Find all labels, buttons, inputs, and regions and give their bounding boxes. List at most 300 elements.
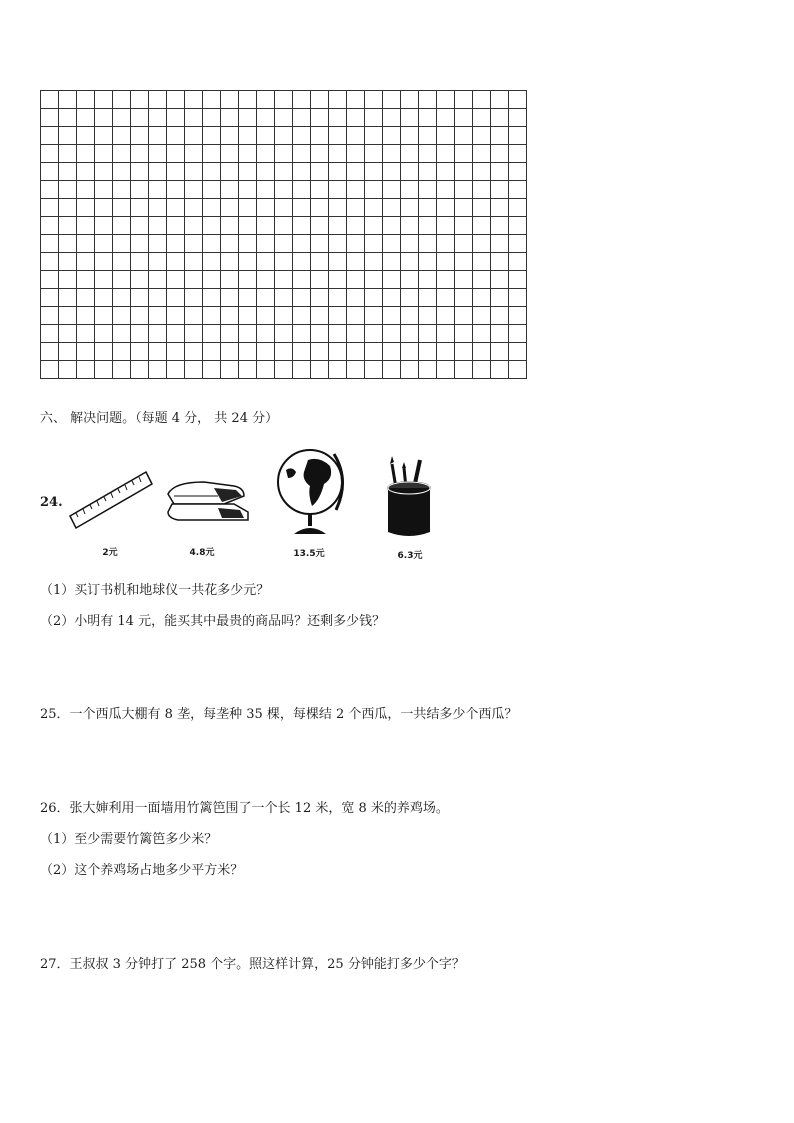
grid-cell: [95, 307, 113, 325]
grid-cell: [455, 235, 473, 253]
grid-cell: [59, 325, 77, 343]
grid-cell: [41, 307, 59, 325]
grid-cell: [59, 271, 77, 289]
grid-cell: [275, 217, 293, 235]
grid-cell: [185, 163, 203, 181]
grid-cell: [77, 163, 95, 181]
grid-cell: [311, 145, 329, 163]
grid-cell: [275, 145, 293, 163]
grid-cell: [347, 145, 365, 163]
grid-cell: [77, 199, 95, 217]
grid-cell: [491, 253, 509, 271]
grid-cell: [401, 127, 419, 145]
pen-holder-icon: [382, 456, 438, 542]
grid-cell: [185, 145, 203, 163]
grid-cell: [221, 343, 239, 361]
grid-cell: [131, 271, 149, 289]
grid-cell: [131, 217, 149, 235]
grid-row: [41, 235, 527, 253]
grid-cell: [95, 289, 113, 307]
grid-cell: [293, 361, 311, 379]
grid-cell: [509, 109, 527, 127]
grid-cell: [437, 91, 455, 109]
grid-cell: [293, 271, 311, 289]
grid-cell: [131, 253, 149, 271]
grid-cell: [167, 343, 185, 361]
grid-cell: [41, 181, 59, 199]
grid-cell: [455, 253, 473, 271]
grid-cell: [203, 343, 221, 361]
grid-cell: [473, 325, 491, 343]
grid-cell: [455, 271, 473, 289]
q27-text: 27．王叔叔 3 分钟打了 258 个字。照这样计算，25 分钟能打多少个字？: [40, 957, 465, 972]
grid-cell: [167, 109, 185, 127]
grid-cell: [185, 109, 203, 127]
grid-cell: [329, 343, 347, 361]
grid-cell: [221, 109, 239, 127]
grid-cell: [419, 109, 437, 127]
grid-cell: [455, 199, 473, 217]
grid-cell: [221, 217, 239, 235]
grid-cell: [275, 289, 293, 307]
grid-cell: [239, 91, 257, 109]
grid-cell: [455, 145, 473, 163]
grid-cell: [113, 307, 131, 325]
grid-cell: [437, 163, 455, 181]
grid-cell: [509, 325, 527, 343]
grid-cell: [437, 271, 455, 289]
grid-cell: [419, 361, 437, 379]
grid-cell: [311, 199, 329, 217]
grid-cell: [221, 325, 239, 343]
grid-cell: [365, 253, 383, 271]
grid-cell: [257, 235, 275, 253]
grid-cell: [185, 217, 203, 235]
grid-cell: [437, 361, 455, 379]
grid-cell: [419, 343, 437, 361]
grid-cell: [59, 253, 77, 271]
grid-cell: [59, 181, 77, 199]
grid-cell: [77, 361, 95, 379]
grid-cell: [41, 199, 59, 217]
grid-cell: [383, 163, 401, 181]
grid-cell: [455, 127, 473, 145]
grid-cell: [365, 163, 383, 181]
grid-row: [41, 253, 527, 271]
grid-cell: [95, 109, 113, 127]
grid-cell: [275, 235, 293, 253]
grid-row: [41, 307, 527, 325]
grid-cell: [185, 307, 203, 325]
grid-cell: [455, 91, 473, 109]
grid-cell: [131, 163, 149, 181]
grid-cell: [437, 199, 455, 217]
grid-cell: [329, 271, 347, 289]
grid-cell: [491, 325, 509, 343]
grid-cell: [185, 253, 203, 271]
grid-cell: [167, 235, 185, 253]
grid-cell: [221, 163, 239, 181]
grid-cell: [275, 307, 293, 325]
grid-cell: [131, 307, 149, 325]
grid-cell: [383, 181, 401, 199]
grid-cell: [365, 109, 383, 127]
grid-cell: [257, 253, 275, 271]
grid-cell: [149, 343, 167, 361]
grid-cell: [257, 361, 275, 379]
grid-cell: [113, 109, 131, 127]
grid-row: [41, 325, 527, 343]
grid-cell: [149, 325, 167, 343]
grid-cell: [509, 271, 527, 289]
grid-cell: [311, 181, 329, 199]
grid-cell: [239, 163, 257, 181]
grid-cell: [437, 235, 455, 253]
grid-cell: [149, 253, 167, 271]
grid-cell: [401, 199, 419, 217]
grid-cell: [275, 127, 293, 145]
grid-cell: [185, 343, 203, 361]
grid-cell: [131, 199, 149, 217]
grid-cell: [311, 235, 329, 253]
grid-cell: [365, 235, 383, 253]
grid-cell: [239, 343, 257, 361]
grid-cell: [77, 307, 95, 325]
grid-cell: [41, 235, 59, 253]
grid-cell: [419, 235, 437, 253]
grid-cell: [221, 235, 239, 253]
q24-sub2: （2）小明有 14 元，能买其中最贵的商品吗？还剩多少钱？: [40, 614, 386, 629]
grid-cell: [59, 91, 77, 109]
grid-cell: [41, 289, 59, 307]
grid-cell: [131, 361, 149, 379]
grid-cell: [167, 91, 185, 109]
grid-cell: [41, 271, 59, 289]
grid-cell: [491, 181, 509, 199]
grid-cell: [113, 181, 131, 199]
grid-cell: [383, 127, 401, 145]
grid-cell: [311, 361, 329, 379]
grid-cell: [239, 109, 257, 127]
grid-row: [41, 109, 527, 127]
grid-cell: [383, 289, 401, 307]
grid-cell: [311, 307, 329, 325]
grid-cell: [329, 91, 347, 109]
grid-cell: [257, 217, 275, 235]
grid-cell: [401, 325, 419, 343]
grid-cell: [473, 91, 491, 109]
grid-cell: [149, 289, 167, 307]
grid-cell: [365, 181, 383, 199]
grid-cell: [293, 307, 311, 325]
q25-text: 25．一个西瓜大棚有 8 垄，每垄种 35 棵，每棵结 2 个西瓜，一共结多少个西瓜？: [40, 707, 518, 722]
grid-cell: [95, 325, 113, 343]
grid-cell: [455, 163, 473, 181]
grid-cell: [329, 325, 347, 343]
grid-cell: [131, 343, 149, 361]
grid-cell: [401, 91, 419, 109]
grid-cell: [275, 361, 293, 379]
grid-cell: [491, 109, 509, 127]
grid-cell: [77, 289, 95, 307]
grid-cell: [239, 307, 257, 325]
grid-cell: [203, 127, 221, 145]
grid-cell: [113, 253, 131, 271]
grid-cell: [419, 289, 437, 307]
grid-cell: [419, 199, 437, 217]
grid-cell: [131, 91, 149, 109]
grid-cell: [329, 253, 347, 271]
grid-cell: [113, 163, 131, 181]
grid-cell: [383, 253, 401, 271]
grid-cell: [185, 361, 203, 379]
grid-cell: [239, 145, 257, 163]
grid-cell: [509, 289, 527, 307]
grid-cell: [239, 361, 257, 379]
grid-cell: [41, 253, 59, 271]
grid-cell: [221, 181, 239, 199]
grid-cell: [275, 343, 293, 361]
grid-cell: [509, 199, 527, 217]
grid-cell: [149, 91, 167, 109]
grid-cell: [59, 199, 77, 217]
grid-row: [41, 145, 527, 163]
grid-cell: [203, 109, 221, 127]
stapler-icon: [164, 474, 252, 530]
grid-cell: [329, 199, 347, 217]
grid-cell: [113, 325, 131, 343]
grid-cell: [509, 235, 527, 253]
grid-cell: [383, 361, 401, 379]
grid-cell: [437, 343, 455, 361]
grid-cell: [419, 271, 437, 289]
grid-cell: [365, 91, 383, 109]
grid-cell: [419, 91, 437, 109]
grid-cell: [491, 127, 509, 145]
grid-cell: [77, 127, 95, 145]
grid-cell: [257, 91, 275, 109]
grid-cell: [509, 181, 527, 199]
grid-cell: [77, 235, 95, 253]
grid-cell: [41, 217, 59, 235]
grid-cell: [149, 109, 167, 127]
grid-cell: [77, 91, 95, 109]
grid-cell: [239, 271, 257, 289]
grid-cell: [419, 145, 437, 163]
stapler-price: 4.8元: [189, 548, 215, 558]
grid-cell: [221, 199, 239, 217]
grid-cell: [59, 235, 77, 253]
grid-cell: [455, 325, 473, 343]
grid-cell: [95, 271, 113, 289]
grid-cell: [473, 217, 491, 235]
grid-cell: [77, 253, 95, 271]
grid-cell: [113, 217, 131, 235]
grid-cell: [275, 271, 293, 289]
grid-cell: [95, 217, 113, 235]
grid-cell: [383, 91, 401, 109]
grid-cell: [257, 181, 275, 199]
grid-cell: [455, 361, 473, 379]
ruler-price: 2元: [102, 548, 118, 558]
grid-cell: [95, 163, 113, 181]
grid-cell: [401, 145, 419, 163]
grid-cell: [221, 253, 239, 271]
grid-cell: [437, 127, 455, 145]
grid-cell: [131, 289, 149, 307]
grid-cell: [293, 289, 311, 307]
grid-cell: [221, 361, 239, 379]
grid-cell: [383, 199, 401, 217]
grid-cell: [311, 91, 329, 109]
grid-cell: [491, 91, 509, 109]
grid-cell: [95, 181, 113, 199]
grid-cell: [203, 199, 221, 217]
grid-cell: [203, 145, 221, 163]
grid-cell: [203, 289, 221, 307]
grid-cell: [257, 325, 275, 343]
grid-cell: [509, 91, 527, 109]
grid-cell: [347, 199, 365, 217]
grid-cell: [239, 325, 257, 343]
grid-cell: [275, 181, 293, 199]
grid-cell: [203, 361, 221, 379]
grid-cell: [257, 307, 275, 325]
grid-cell: [293, 217, 311, 235]
grid-cell: [329, 217, 347, 235]
grid-cell: [257, 199, 275, 217]
grid-cell: [347, 253, 365, 271]
grid-cell: [383, 217, 401, 235]
grid-cell: [491, 289, 509, 307]
grid-cell: [41, 145, 59, 163]
grid-cell: [95, 127, 113, 145]
grid-cell: [77, 109, 95, 127]
grid-cell: [41, 361, 59, 379]
globe-icon: [272, 444, 350, 540]
grid-cell: [509, 343, 527, 361]
grid-cell: [347, 181, 365, 199]
grid-cell: [509, 163, 527, 181]
q24-sub1: （1）买订书机和地球仪一共花多少元？: [40, 583, 270, 598]
grid-cell: [473, 361, 491, 379]
grid-cell: [491, 217, 509, 235]
grid-cell: [347, 217, 365, 235]
grid-cell: [149, 127, 167, 145]
grid-cell: [491, 145, 509, 163]
grid-cell: [167, 253, 185, 271]
grid-cell: [59, 307, 77, 325]
grid-cell: [95, 145, 113, 163]
grid-cell: [293, 181, 311, 199]
pen-holder-price: 6.3元: [397, 551, 423, 561]
grid-cell: [347, 91, 365, 109]
grid-cell: [131, 181, 149, 199]
grid-cell: [77, 343, 95, 361]
grid-cell: [41, 127, 59, 145]
grid-cell: [455, 109, 473, 127]
grid-cell: [275, 109, 293, 127]
grid-cell: [347, 235, 365, 253]
grid-cell: [203, 217, 221, 235]
grid-cell: [131, 127, 149, 145]
grid-cell: [365, 343, 383, 361]
grid-cell: [383, 307, 401, 325]
grid-cell: [455, 289, 473, 307]
grid-cell: [401, 163, 419, 181]
grid-cell: [365, 271, 383, 289]
grid-cell: [437, 307, 455, 325]
grid-cell: [293, 145, 311, 163]
grid-cell: [491, 199, 509, 217]
grid-cell: [365, 199, 383, 217]
grid-cell: [293, 199, 311, 217]
grid-cell: [437, 145, 455, 163]
grid-cell: [383, 271, 401, 289]
grid-cell: [185, 325, 203, 343]
grid-cell: [239, 127, 257, 145]
grid-cell: [131, 109, 149, 127]
grid-cell: [365, 145, 383, 163]
grid-cell: [329, 289, 347, 307]
grid-cell: [239, 217, 257, 235]
grid-cell: [509, 127, 527, 145]
grid-cell: [77, 217, 95, 235]
grid-cell: [311, 325, 329, 343]
grid-cell: [257, 163, 275, 181]
grid-row: [41, 181, 527, 199]
grid-cell: [167, 289, 185, 307]
grid-cell: [149, 163, 167, 181]
grid-cell: [365, 127, 383, 145]
grid-cell: [473, 145, 491, 163]
grid-cell: [203, 325, 221, 343]
grid-row: [41, 217, 527, 235]
grid-cell: [473, 253, 491, 271]
grid-cell: [275, 253, 293, 271]
grid-cell: [113, 127, 131, 145]
grid-cell: [203, 181, 221, 199]
grid-cell: [293, 235, 311, 253]
grid-cell: [167, 181, 185, 199]
grid-cell: [239, 181, 257, 199]
grid-cell: [401, 307, 419, 325]
grid-cell: [329, 307, 347, 325]
grid-cell: [437, 253, 455, 271]
grid-cell: [401, 253, 419, 271]
q26-sub2: （2）这个养鸡场占地多少平方米？: [40, 863, 244, 878]
grid-cell: [311, 127, 329, 145]
grid-cell: [95, 91, 113, 109]
grid-cell: [473, 181, 491, 199]
grid-cell: [185, 235, 203, 253]
grid-cell: [167, 325, 185, 343]
grid-cell: [473, 199, 491, 217]
grid-cell: [419, 163, 437, 181]
grid-cell: [113, 343, 131, 361]
grid-cell: [167, 145, 185, 163]
grid-cell: [455, 217, 473, 235]
grid-row: [41, 199, 527, 217]
grid-cell: [311, 253, 329, 271]
grid-cell: [509, 307, 527, 325]
grid-cell: [437, 181, 455, 199]
grid-cell: [77, 271, 95, 289]
grid-cell: [365, 307, 383, 325]
grid-cell: [419, 307, 437, 325]
grid-cell: [347, 289, 365, 307]
q26-text: 26．张大婶利用一面墙用竹篱笆围了一个长 12 米，宽 8 米的养鸡场。: [40, 801, 449, 816]
